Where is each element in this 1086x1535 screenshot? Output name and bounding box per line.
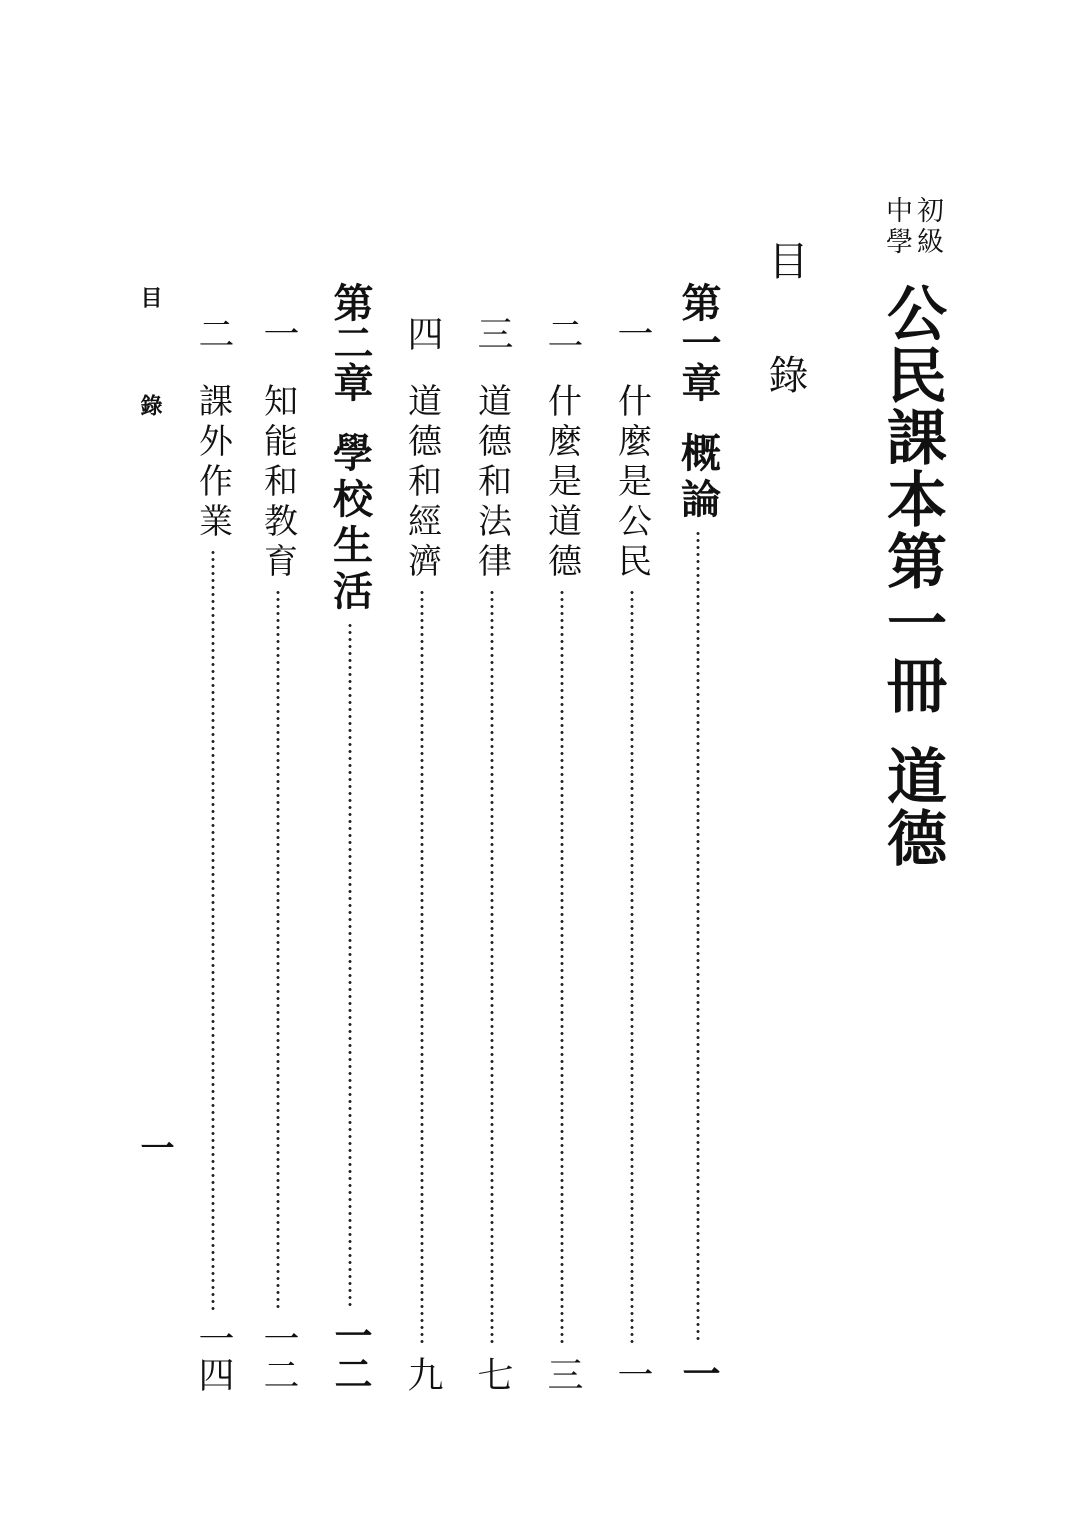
page-number: 七 — [472, 1356, 513, 1392]
page-number: 三 — [542, 1356, 583, 1392]
dot-leader — [696, 530, 700, 1344]
toc-section-1-2[interactable] — [542, 315, 582, 1392]
toc-section-1-4[interactable] — [402, 315, 442, 1392]
grade-label-right: 中學 — [881, 196, 912, 258]
page-number: 一四 — [193, 1320, 234, 1392]
section-title: 什麼是公民 — [611, 383, 652, 583]
page-number: 九 — [402, 1356, 443, 1392]
dot-leader — [348, 622, 352, 1306]
toc-section-2-2[interactable] — [193, 315, 233, 1392]
page-number: 一二 — [258, 1320, 299, 1392]
book-subject: 道德 — [877, 745, 947, 869]
toc-section-2-1[interactable] — [258, 315, 298, 1392]
section-title: 道德和經濟 — [401, 383, 442, 583]
dot-leader — [420, 589, 424, 1346]
toc-chapter-2[interactable] — [326, 282, 374, 1392]
chapter-title: 概論 — [674, 432, 722, 524]
book-title: 公民課本第一冊 — [877, 282, 947, 716]
dot-leader — [630, 589, 634, 1346]
page-number: 一二 — [328, 1316, 373, 1392]
section-title: 知能和教育 — [257, 383, 298, 583]
chapter-title: 學校生活 — [326, 432, 374, 616]
dot-leader — [276, 589, 280, 1310]
section-title: 什麼是道德 — [541, 383, 582, 583]
section-title: 道德和法律 — [471, 383, 512, 583]
section-number: 一 — [258, 315, 299, 351]
chapter-number: 第一章 — [675, 282, 722, 402]
section-number: 二 — [193, 315, 234, 351]
toc-chapter-1[interactable] — [674, 282, 722, 1392]
section-number: 二 — [542, 315, 583, 351]
section-number: 三 — [472, 315, 513, 351]
section-number: 四 — [402, 315, 443, 351]
toc-section-1-3[interactable] — [472, 315, 512, 1392]
toc-heading: 目 錄 — [762, 240, 808, 408]
page-number: 一 — [612, 1356, 653, 1392]
section-number: 一 — [612, 315, 653, 351]
chapter-number: 第二章 — [327, 282, 374, 402]
toc-section-1-1[interactable] — [612, 315, 652, 1392]
dot-leader — [211, 549, 215, 1310]
dot-leader — [560, 589, 564, 1346]
section-title: 課外作業 — [192, 383, 233, 543]
grade-label-left: 初級 — [912, 196, 943, 258]
page-folio: 一 — [134, 1130, 174, 1164]
page-number: 一 — [676, 1354, 721, 1392]
dot-leader — [490, 589, 494, 1346]
margin-section-label: 目 錄 — [137, 286, 163, 446]
